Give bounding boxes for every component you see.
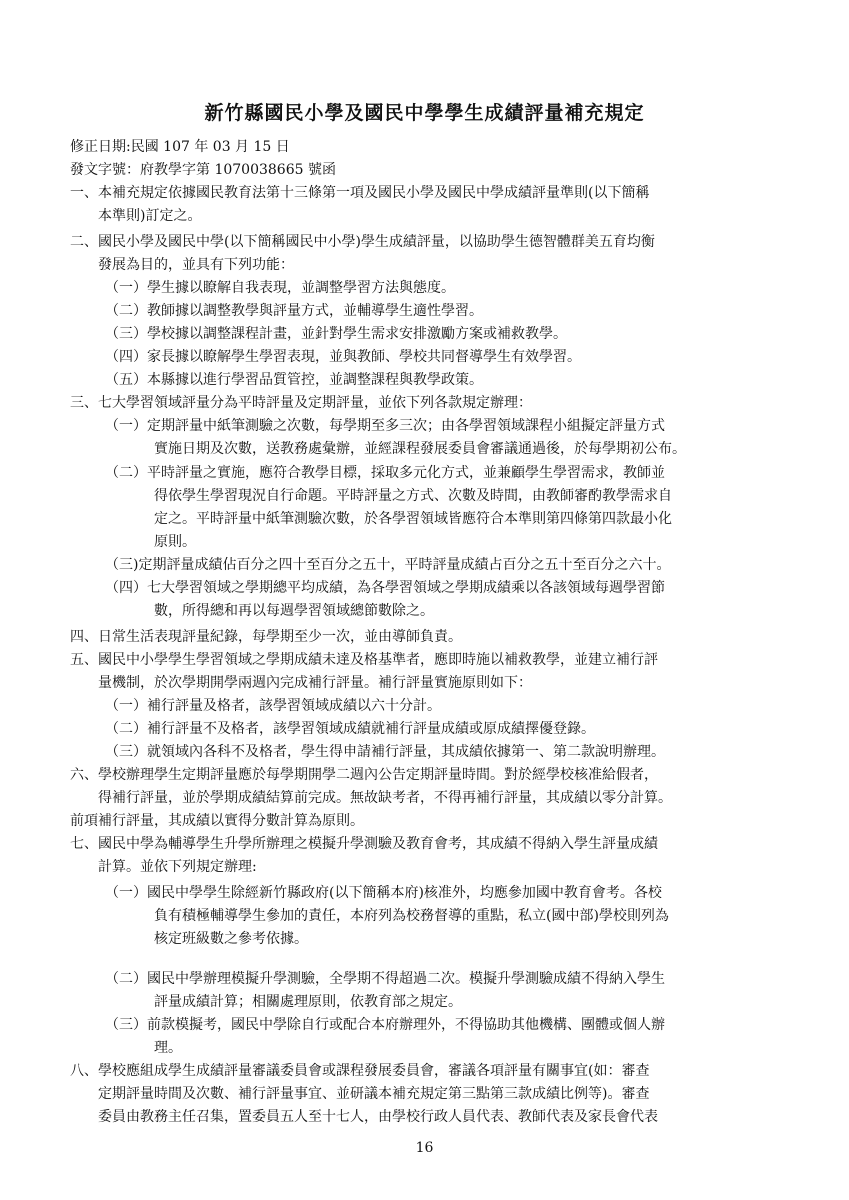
section-7-item-2-line-1: （二）國民中學辦理模擬升學測驗，全學期不得超過二次。模擬升學測驗成績不得納入學生 (105, 971, 665, 987)
section-5-item-3: （三）就領域內各科不及格者，學生得申請補行評量，其成績依據第一、第二款說明辦理。 (105, 744, 665, 760)
section-6-line-3: 前項補行評量，其成績以實得分數計算為原則。 (70, 813, 364, 829)
section-8-line-1: 八、學校應組成學生成績評量審議委員會或課程發展委員會，審議各項評量有關事宜(如：審查 (70, 1063, 650, 1079)
section-7-item-1-line-3: 核定班級數之參考依據。 (154, 931, 308, 947)
section-3-item-1-line-2: 實施日期及次數，送教務處彙辦，並經課程發展委員會審議通過後，於每學期初公布。 (154, 441, 686, 457)
section-3-item-2-line-2: 得依學生學習現況自行命題。平時評量之方式、次數及時間，由教師審酌教學需求自 (154, 488, 672, 504)
section-7-item-1-line-2: 負有積極輔導學生參加的責任，本府列為校務督導的重點，私立(國中部)學校則列為 (154, 908, 669, 924)
section-1-line-1: 一、本補充規定依據國民教育法第十三條第一項及國民小學及國民中學成績評量準則(以下簡稱 (70, 185, 650, 201)
section-7-item-3-line-1: （三）前款模擬考，國民中學除自行或配合本府辦理外，不得協助其他機構、團體或個人辦 (105, 1017, 665, 1033)
section-8-line-3: 委員由教務主任召集，置委員五人至十七人，由學校行政人員代表、教師代表及家長會代表 (98, 1109, 658, 1125)
section-3-item-4-line-1: （四）七大學習領域之學期總平均成績，為各學習領域之學期成績乘以各該領域每週學習節 (105, 580, 665, 596)
section-2-item-1: （一）學生據以瞭解自我表現，並調整學習方法與態度。 (105, 280, 455, 296)
section-3-item-1-line-1: （一）定期評量中紙筆測驗之次數，每學期至多三次；由各學習領域課程小組擬定評量方式 (105, 418, 665, 434)
section-2-item-2: （二）教師據以調整教學與評量方式，並輔導學生適性學習。 (105, 303, 483, 319)
section-6-line-1: 六、學校辦理學生定期評量應於每學期開學二週內公告定期評量時間。對於經學校核准給假者， (70, 767, 658, 783)
section-7-item-2-line-2: 評量成績計算；相關處理原則，依教育部之規定。 (154, 994, 462, 1010)
section-7-item-3-line-2: 理。 (154, 1040, 182, 1056)
page-number: 16 (415, 1140, 434, 1156)
section-5-line-2: 量機制，於次學期開學兩週內完成補行評量。補行評量實施原則如下： (98, 675, 532, 691)
section-5-item-1: （一）補行評量及格者，該學習領域成績以六十分計。 (105, 698, 441, 714)
section-5-item-2: （二）補行評量不及格者，該學習領域成績就補行評量成績或原成績擇優登錄。 (105, 721, 595, 737)
section-7-line-2: 計算。並依下列規定辦理: (98, 859, 257, 875)
section-5-line-1: 五、國民中小學學生學習領域之學期成績未達及格基準者，應即時施以補救教學，並建立補行評 (70, 652, 658, 668)
section-2-item-4: （四）家長據以瞭解學生學習表現，並與教師、學校共同督導學生有效學習。 (105, 349, 581, 365)
revision-date: 修正日期:民國 107 年 03 月 15 日 (70, 139, 290, 155)
section-2-line-2: 發展為目的，並具有下列功能： (98, 257, 294, 273)
section-3-item-2-line-4: 原則。 (154, 534, 196, 550)
section-8-line-2: 定期評量時間及次數、補行評量事宜、並研議本補充規定第三點第三款成績比例等)。審查 (98, 1086, 650, 1102)
page-title: 新竹縣國民小學及國民中學學生成績評量補充規定 (204, 102, 645, 124)
section-4: 四、日常生活表現評量紀錄，每學期至少一次，並由導師負責。 (70, 629, 462, 645)
section-1-line-2: 本準則)訂定之。 (98, 208, 202, 224)
section-2-item-3: （三）學校據以調整課程計畫，並針對學生需求安排激勵方案或補救教學。 (105, 326, 567, 342)
section-3-item-2-line-1: （二）平時評量之實施，應符合教學目標，採取多元化方式，並兼顧學生學習需求，教師並 (105, 465, 665, 481)
section-2-item-5: （五）本縣據以進行學習品質管控，並調整課程與教學政策。 (105, 372, 483, 388)
section-3-item-2-line-3: 定之。平時評量中紙筆測驗次數，於各學習領域皆應符合本準則第四條第四款最小化 (154, 511, 672, 527)
section-3-line-1: 三、七大學習領域評量分為平時評量及定期評量，並依下列各款規定辦理： (70, 395, 532, 411)
section-6-line-2: 得補行評量，並於學期成績結算前完成。無故缺考者，不得再補行評量，其成績以零分計算。 (98, 790, 672, 806)
document-number: 發文字號：府教學字第 1070038665 號函 (70, 162, 336, 178)
section-2-line-1: 二、國民小學及國民中學(以下簡稱國民中小學)學生成績評量，以協助學生德智體群美五育均衡 (70, 234, 655, 250)
section-3-item-3: （三)定期評量成績佔百分之四十至百分之五十，平時評量成績占百分之五十至百分之六十。 (105, 557, 671, 573)
section-7-item-1-line-1: （一）國民中學學生除經新竹縣政府(以下簡稱本府)核准外，均應參加國中教育會考。各校 (105, 885, 662, 901)
section-3-item-4-line-2: 數，所得總和再以每週學習領域總節數除之。 (154, 603, 434, 619)
section-7-line-1: 七、國民中學為輔導學生升學所辦理之模擬升學測驗及教育會考，其成績不得納入學生評量成績 (70, 836, 658, 852)
